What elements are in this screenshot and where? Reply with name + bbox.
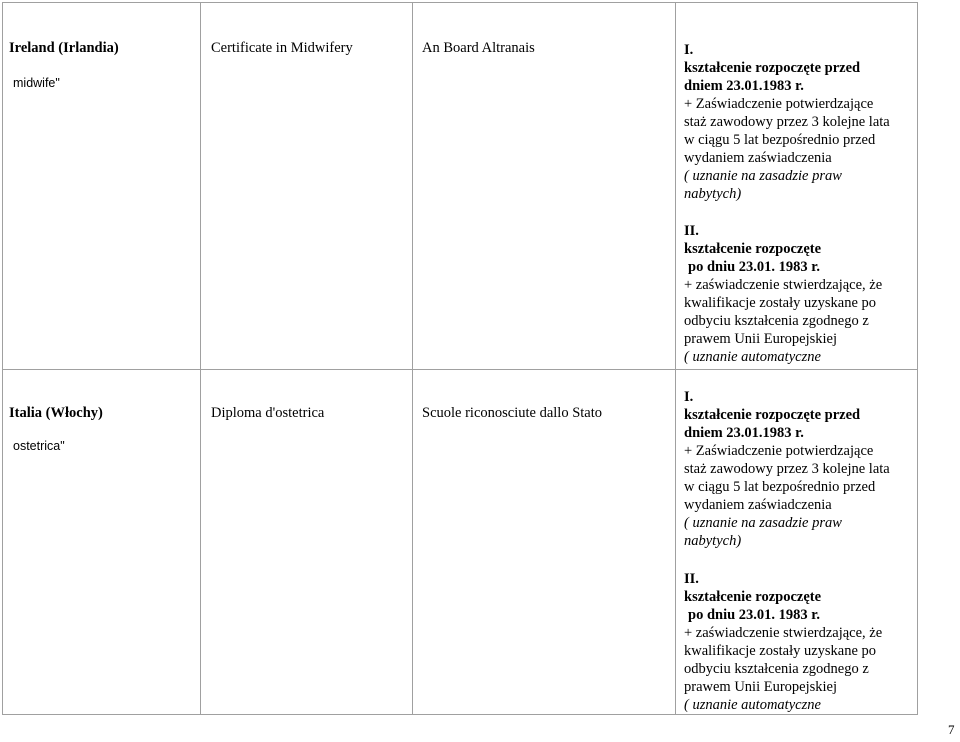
condition-line: kształcenie rozpoczęte przed — [684, 407, 861, 423]
professional-title: midwife" — [13, 76, 60, 90]
condition-line: ( uznanie automatyczne — [684, 697, 821, 713]
conditions-part-1 — [684, 41, 890, 203]
section-number: I. — [684, 42, 694, 58]
country-name: Ireland (Irlandia) — [9, 40, 119, 56]
condition-line: dniem 23.01.1983 r. — [684, 78, 804, 94]
condition-line: kształcenie rozpoczęte przed — [684, 60, 861, 76]
issuing-body: An Board Altranais — [422, 40, 535, 56]
issuing-body-cell — [413, 3, 676, 369]
condition-line: wydaniem zaświadczenia — [684, 497, 832, 513]
condition-line: wydaniem zaświadczenia — [684, 150, 832, 166]
issuing-body-cell — [413, 369, 676, 714]
condition-line: nabytych) — [684, 186, 742, 202]
condition-line: nabytych) — [684, 533, 742, 549]
condition-line: w ciągu 5 lat bezpośrednio przed — [684, 132, 876, 148]
condition-line: + zaświadczenie stwierdzające, że — [684, 625, 883, 641]
condition-line: dniem 23.01.1983 r. — [684, 425, 804, 441]
condition-line: + Zaświadczenie potwierdzające — [684, 443, 874, 459]
section-number: II. — [684, 571, 699, 587]
condition-line: staż zawodowy przez 3 kolejne lata — [684, 114, 890, 130]
diploma-name: Diploma d'ostetrica — [211, 405, 325, 421]
condition-line: ( uznanie na zasadzie praw — [684, 515, 842, 531]
diploma-cell — [201, 3, 413, 369]
condition-line: + zaświadczenie stwierdzające, że — [684, 277, 883, 293]
diploma-name: Certificate in Midwifery — [211, 40, 353, 56]
condition-line: kwalifikacje zostały uzyskane po — [684, 295, 877, 311]
recognition-table — [2, 2, 918, 715]
country-cell — [3, 369, 201, 714]
condition-line: w ciągu 5 lat bezpośrednio przed — [684, 479, 876, 495]
country-cell — [3, 3, 201, 369]
conditions-part-2 — [684, 570, 882, 714]
conditions-cell — [676, 3, 917, 369]
table-row — [3, 369, 917, 714]
conditions-cell — [676, 369, 917, 714]
conditions-part-2 — [684, 222, 882, 366]
condition-line: prawem Unii Europejskiej — [684, 331, 838, 347]
condition-line: odbyciu kształcenia zgodnego z — [684, 661, 869, 677]
condition-line: staż zawodowy przez 3 kolejne lata — [684, 461, 890, 477]
condition-line: po dniu 23.01. 1983 r. — [688, 607, 821, 623]
professional-title: ostetrica" — [13, 439, 65, 453]
section-number: II. — [684, 223, 699, 239]
condition-line: prawem Unii Europejskiej — [684, 679, 838, 695]
condition-line: po dniu 23.01. 1983 r. — [688, 259, 821, 275]
condition-line: ( uznanie na zasadzie praw — [684, 168, 842, 184]
condition-line: kwalifikacje zostały uzyskane po — [684, 643, 877, 659]
diploma-cell — [201, 369, 413, 714]
page-number: 7 — [948, 722, 955, 737]
condition-line: ( uznanie automatyczne — [684, 349, 821, 365]
table-row — [3, 3, 917, 370]
condition-line: kształcenie rozpoczęte — [684, 241, 822, 257]
condition-line: + Zaświadczenie potwierdzające — [684, 96, 874, 112]
condition-line: kształcenie rozpoczęte — [684, 589, 822, 605]
country-name: Italia (Włochy) — [9, 405, 103, 421]
issuing-body: Scuole riconosciute dallo Stato — [422, 405, 603, 421]
condition-line: odbyciu kształcenia zgodnego z — [684, 313, 869, 329]
section-number: I. — [684, 389, 694, 405]
conditions-part-1 — [684, 388, 890, 550]
